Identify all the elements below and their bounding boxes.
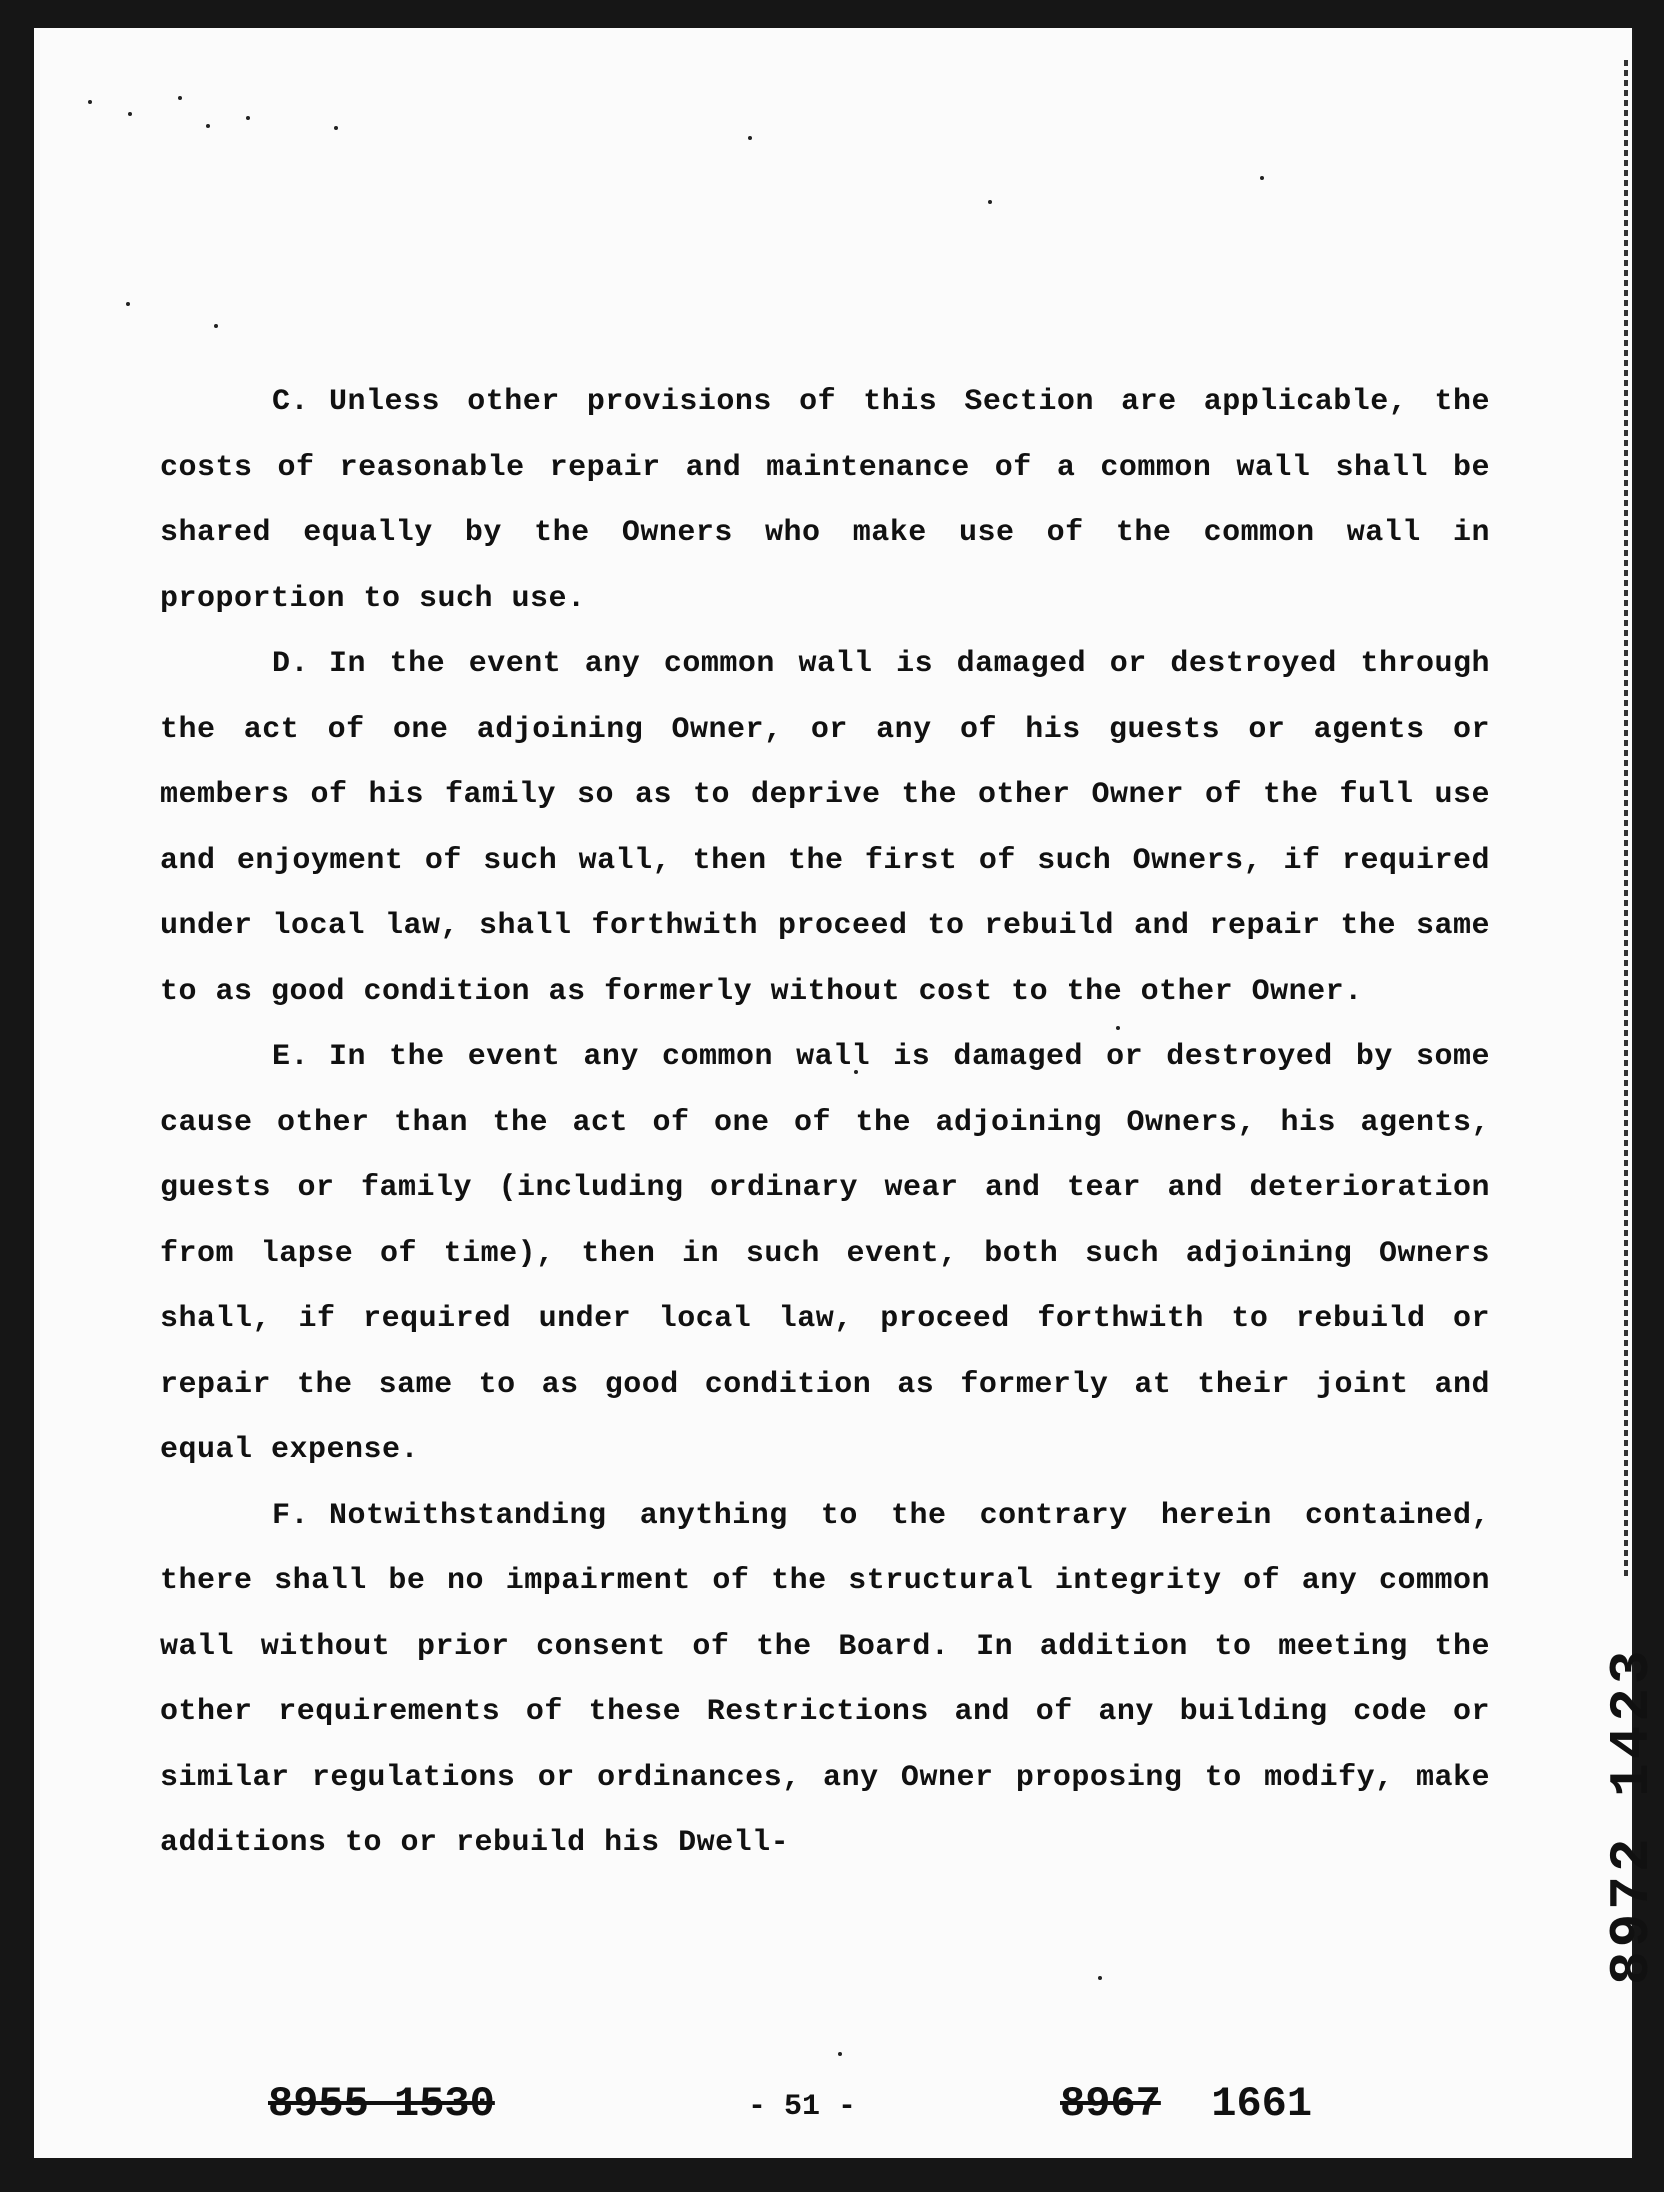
footer-reference — [1060, 2080, 1312, 2128]
scan-border-bottom — [0, 2158, 1664, 2192]
scan-speck — [178, 96, 182, 100]
side-reference-number: 8972 1423 — [1600, 1646, 1664, 1985]
page-number: - 51 - — [748, 2090, 857, 2124]
paragraph-e — [160, 1025, 1490, 1484]
paragraph-text: In the event any common wall is damaged or destroyed through the act of one adjoining Owner, or any of his guests or agents or members of his family so as to deprive the other Owner of the full use and enjoyment of such wall, then the first of such Owners, if required under local law, shall forthwith proceed to rebuild and repair the same to as good condition as formerly without cost to the other Owner. — [160, 647, 1490, 1009]
scan-border-left — [0, 0, 34, 2192]
paragraph-label: C. — [272, 385, 310, 419]
paragraph-c — [160, 370, 1490, 632]
scan-speck — [334, 126, 338, 130]
footer-current-number: 1661 — [1211, 2080, 1313, 2128]
footer-struck-reference: 8955 1530 — [268, 2080, 495, 2128]
paragraph-f — [160, 1484, 1490, 1877]
paragraph-label: F. — [272, 1498, 310, 1533]
scan-speck — [128, 112, 132, 116]
document-body — [160, 370, 1490, 1877]
scan-speck — [838, 2052, 842, 2056]
scan-speck — [88, 100, 92, 104]
paragraph-d — [160, 632, 1490, 1025]
scan-edge-artifact — [1624, 60, 1628, 1580]
scan-speck — [1260, 176, 1264, 180]
paragraph-text: Notwithstanding anything to the contrary herein contained, there shall be no impairment of the structural integrity of any common wall without prior consent of the Board. In addition to meeting the other requirements of these Restrictions and of any building code or similar regulations or ordinances, any Owner proposing to modify, make additions to or rebuild his Dwell- — [160, 1498, 1490, 1860]
scan-border-top — [0, 0, 1664, 28]
scan-speck — [126, 302, 130, 306]
paragraph-label: E. — [272, 1040, 310, 1074]
scan-speck — [214, 324, 218, 328]
footer-struck-number: 8967 — [1060, 2080, 1161, 2128]
paragraph-text: In the event any common wall is damaged or destroyed by some cause other than the act of one of the adjoining Owners, his agents, guests or family (including ordinary wear and tear and deterioration from lapse of time), then in such event, both such adjoining Owners shall, if required under local law, proceed forthwith to rebuild or repair the same to as good condition as formerly at their joint and equal expense. — [160, 1040, 1490, 1467]
scan-speck — [988, 200, 992, 204]
paragraph-label: D. — [272, 647, 310, 681]
scan-speck — [206, 124, 210, 128]
scan-speck — [246, 116, 250, 120]
scan-speck — [1098, 1976, 1102, 1980]
scan-speck — [748, 136, 752, 140]
paragraph-text: Unless other provisions of this Section are applicable, the costs of reasonable repair and maintenance of a common wall shall be shared equally by the Owners who make use of the common wall in proportion to such use. — [160, 385, 1490, 616]
